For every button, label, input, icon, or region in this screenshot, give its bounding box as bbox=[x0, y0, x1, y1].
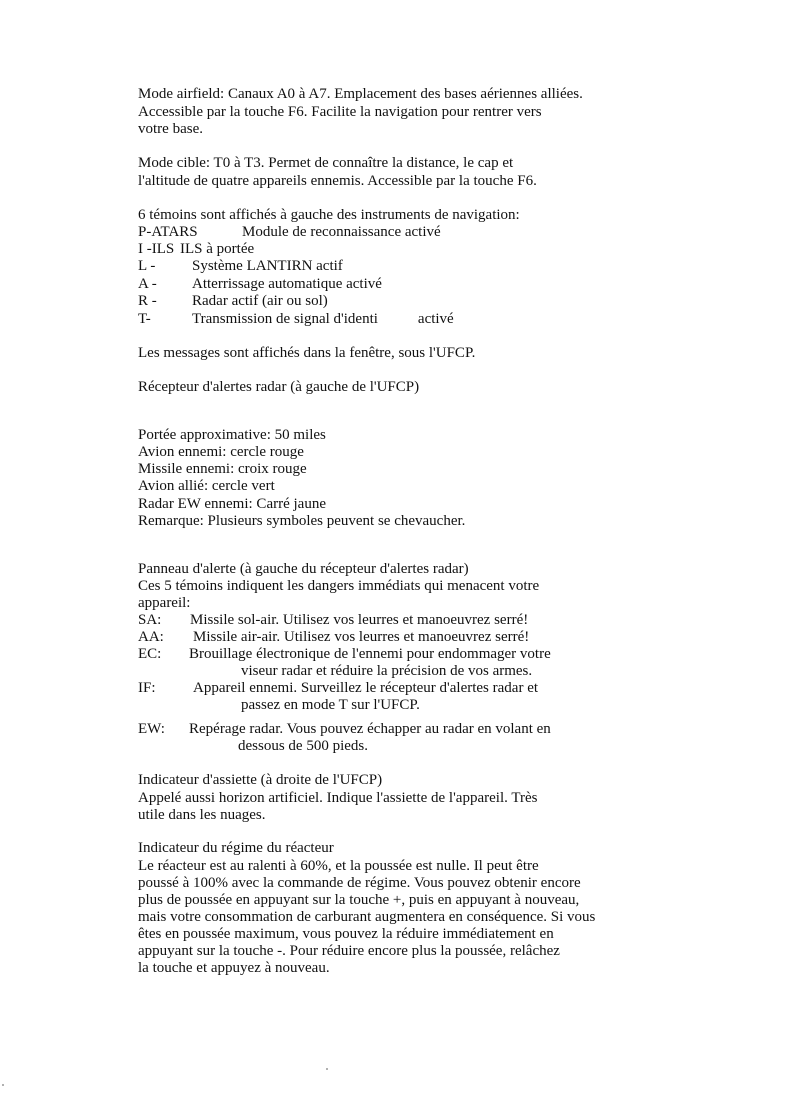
temoin-desc: ILS à portée bbox=[180, 241, 255, 257]
alert-key: EW: bbox=[138, 721, 165, 737]
temoin-key: T- bbox=[138, 311, 151, 327]
temoin-desc-tail: activé bbox=[417, 311, 454, 327]
recepteur-line: Portée approximative: 50 miles bbox=[138, 427, 326, 443]
temoin-desc: Module de reconnaissance activé bbox=[242, 224, 441, 240]
recepteur-line: Remarque: Plusieurs symboles peuvent se chevaucher. bbox=[138, 513, 466, 529]
recepteur-line: Missile ennemi: croix rouge bbox=[138, 461, 307, 477]
temoin-row bbox=[138, 224, 441, 241]
temoin-desc: Transmission de signal d'identi bbox=[192, 311, 378, 327]
regime-line: êtes en poussée maximum, vous pouvez la réduire immédiatement en bbox=[138, 926, 554, 942]
messages-line: Les messages sont affichés dans la fenêtre, sous l'UFCP. bbox=[138, 345, 476, 361]
recepteur-line: Avion ennemi: cercle rouge bbox=[138, 444, 304, 460]
airfield-line-2: Accessible par la touche F6. Facilite la navigation pour rentrer vers bbox=[138, 104, 542, 120]
temoin-row bbox=[138, 311, 454, 328]
panneau-intro-2: appareil: bbox=[138, 595, 191, 611]
temoin-key: L - bbox=[138, 258, 156, 274]
recepteur-line: Avion allié: cercle vert bbox=[138, 478, 275, 494]
alert-desc-cont: viseur radar et réduire la précision de vos armes. bbox=[241, 663, 533, 679]
alert-desc: Missile sol-air. Utilisez vos leurres et manoeuvrez serré! bbox=[190, 612, 529, 628]
panneau-intro-1: Ces 5 témoins indiquent les dangers immédiats qui menacent votre bbox=[138, 578, 540, 594]
temoin-row bbox=[138, 293, 328, 310]
temoin-key: I -ILS bbox=[138, 241, 175, 257]
airfield-line-3: votre base. bbox=[138, 121, 203, 137]
alert-row bbox=[138, 629, 529, 646]
assiette-line: Appelé aussi horizon artificiel. Indique l'assiette de l'appareil. Très bbox=[138, 790, 538, 806]
alert-desc: Appareil ennemi. Surveillez le récepteur d'alertes radar et bbox=[193, 680, 539, 696]
scan-speck bbox=[326, 1068, 328, 1070]
cible-line-2: l'altitude de quatre appareils ennemis. Accessible par la touche F6. bbox=[138, 173, 537, 189]
regime-line: Le réacteur est au ralenti à 60%, et la poussée est nulle. Il peut être bbox=[138, 858, 539, 874]
alert-desc-cont: passez en mode T sur l'UFCP. bbox=[241, 697, 420, 713]
alert-key: SA: bbox=[138, 612, 162, 628]
temoin-desc: Système LANTIRN actif bbox=[192, 258, 343, 274]
assiette-title: Indicateur d'assiette (à droite de l'UFCP) bbox=[138, 772, 383, 788]
alert-row bbox=[138, 646, 551, 663]
alert-row bbox=[138, 721, 551, 738]
temoin-row bbox=[138, 276, 382, 293]
temoin-row bbox=[138, 258, 343, 275]
cible-line-1: Mode cible: T0 à T3. Permet de connaître la distance, le cap et bbox=[138, 155, 514, 171]
alert-row bbox=[138, 612, 528, 629]
alert-key: EC: bbox=[138, 646, 162, 662]
regime-line: plus de poussée en appuyant sur la touche +, puis en appuyant à nouveau, bbox=[138, 892, 580, 908]
temoin-key: A - bbox=[138, 276, 157, 292]
temoin-row bbox=[138, 241, 254, 258]
scan-speck bbox=[2, 1084, 4, 1086]
alert-desc: Brouillage électronique de l'ennemi pour endommager votre bbox=[189, 646, 551, 662]
regime-title: Indicateur du régime du réacteur bbox=[138, 840, 334, 856]
alert-desc-cont: dessous de 500 pieds. bbox=[238, 738, 368, 754]
temoin-desc: Atterrissage automatique activé bbox=[192, 276, 382, 292]
alert-key: IF: bbox=[138, 680, 156, 696]
assiette-line: utile dans les nuages. bbox=[138, 807, 266, 823]
regime-line: poussé à 100% avec la commande de régime. Vous pouvez obtenir encore bbox=[138, 875, 581, 891]
alert-desc: Missile air-air. Utilisez vos leurres et manoeuvrez serré! bbox=[193, 629, 530, 645]
temoins-intro: 6 témoins sont affichés à gauche des instruments de navigation: bbox=[138, 207, 520, 223]
temoin-desc: Radar actif (air ou sol) bbox=[192, 293, 328, 309]
panneau-title: Panneau d'alerte (à gauche du récepteur d'alertes radar) bbox=[138, 561, 469, 577]
regime-line: la touche et appuyez à nouveau. bbox=[138, 960, 330, 976]
alert-key: AA: bbox=[138, 629, 164, 645]
recepteur-line: Radar EW ennemi: Carré jaune bbox=[138, 496, 326, 512]
recepteur-title: Récepteur d'alertes radar (à gauche de l'UFCP) bbox=[138, 379, 420, 395]
airfield-line-1: Mode airfield: Canaux A0 à A7. Emplacement des bases aériennes alliées. bbox=[138, 86, 583, 102]
alert-row bbox=[138, 680, 538, 697]
temoin-key: P-ATARS bbox=[138, 224, 198, 240]
temoin-key: R - bbox=[138, 293, 157, 309]
regime-line: appuyant sur la touche -. Pour réduire encore plus la poussée, relâchez bbox=[138, 943, 560, 959]
regime-line: mais votre consommation de carburant augmentera en conséquence. Si vous bbox=[138, 909, 596, 925]
alert-desc: Repérage radar. Vous pouvez échapper au radar en volant en bbox=[189, 721, 551, 737]
